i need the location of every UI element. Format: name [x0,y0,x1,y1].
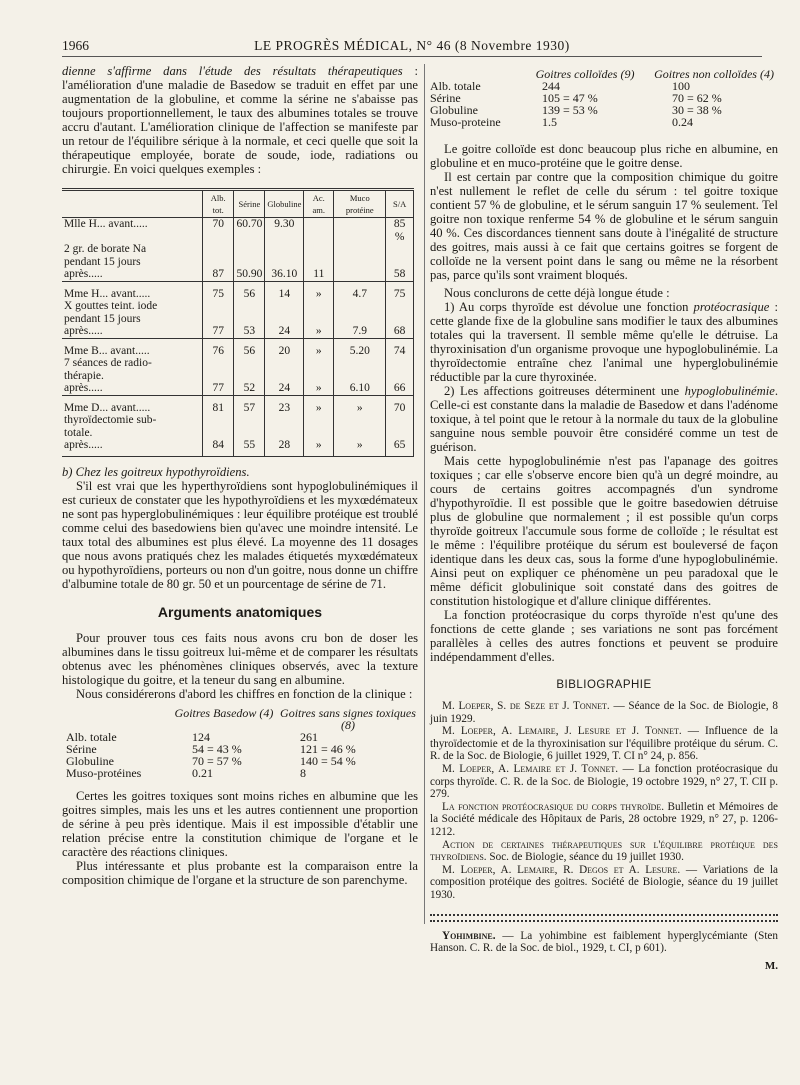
table-cell: » [304,345,334,358]
right-column [430,64,778,973]
table-cell [203,243,234,256]
row-label: Muso-proteine [430,115,501,129]
table-row [62,414,414,427]
hypoglobulinemia-paragraph: Mais cette hypoglobulinémie n'est pas l'apanage des goitres toxiques ; car elle s'observe encore bien qu'à un degré moindre, au cours de certains goitres accompagnés d'un syndrome d'hypothyroïdie. Il est possible que le goitre basedowien détruise plus de globuline que normalement ; il est possible qu'un corps thyroïde goitreux l'accumule sous forme de colloïde ; le résultat est le même : l'équilibre protéique du sérum est bouleversé de façon identique dans les deux cas, sous la forme d'une hypoglobulinémie. Ainsi peut on expliquer ce phénomène un peu paradoxal que le même déficit globulinique soit constaté dans des goitres de constitution histologique et d'allure clinique différentes. [430,454,778,608]
table-cell [334,313,386,326]
table-row [62,382,414,395]
table-row [62,268,414,281]
table-row [62,243,414,256]
table-cell: 100 [672,79,690,93]
table-header-row [66,707,418,731]
table-cell: 66 [386,382,414,395]
row-label: X gouttes teint. iode [62,300,203,313]
table-cell: 11 [304,268,334,281]
table-cell: 52 [234,382,265,395]
table-cell: 55 [234,439,265,452]
colloid-comparison-table [430,68,778,128]
table-cell [203,370,234,383]
col-header: Ac. am. [304,190,334,218]
table-cell [234,300,265,313]
table-cell: 81 [203,402,234,415]
table-header-row [430,68,778,80]
table-cell [386,313,414,326]
anatomy-paragraph: Pour prouver tous ces faits nous avons cru bon de doser les albumines dans le tissu goitreux lui-même et de comparer les résultats obtenus avec les phénomènes cliniques observés, avec la texture histologique du goitre, et la teneur du sang en albumine. [62,630,418,687]
table-row [62,402,414,415]
table-cell: » [334,439,386,452]
table-cell: 139 = 53 % [542,103,598,117]
table-cell: 6.10 [334,382,386,395]
table-cell [203,357,234,370]
table-row [62,325,414,338]
conclusion-1: 1) Au corps thyroïde est dévolue une fonction protéocrasique : cette glande fixe de la globuline sans modifier le taux des albumines totales qui la traversent. Il semble même qu'elle le détruise. La thyroxinisation d'un organisme provoque une hypoglobulinémie. La thyroïdectomie entraîne chez l'animal une hyperglobulinémie réductible par la cure thyroxinée. [430,300,778,384]
table-cell [304,218,334,244]
row-label: pendant 15 jours [62,256,203,269]
page-number: 1966 [62,38,89,53]
table-cell [265,414,304,427]
toxic-goitre-paragraph: Certes les goitres toxiques sont moins riches en albumine que les goitres simples, mais les uns et les autres contiennent une proportion de sérine à peu près identique. Mais il est impossible d'établir une relation précise entre la constitution chimique de l'organe et le caractère des réactions cliniques. [62,788,418,859]
table-cell: 70 [386,402,414,415]
serum-paragraph: Il est certain par contre que la composition chimique du goitre n'est nullement le reflet de celle du sérum : tel goitre toxique contient 57 % de globuline, et le sérum sanguin 17 % seulement. Tel goitre non toxique renferme 54 % de globuline et le sérum sanguin 40 %. Ces discordances tiennent sans doute à l'inégalité de structure des goitres, mais aussi à ce fait que certains goitres se forgent de colloïde ne la versent point dans le sang ou même ne la résorbent pas, parce qu'ils sont vraiment bloqués. [430,170,778,282]
table-cell [334,256,386,269]
table-cell: » [304,439,334,452]
row-label: totale. [62,427,203,440]
conclusion-intro: Nous conclurons de cette déjà longue étude : [444,286,670,300]
table-cell [234,256,265,269]
col-header: Alb. tot. [203,190,234,218]
row-label: Sérine [430,91,461,105]
table-cell [304,313,334,326]
table-cell [334,300,386,313]
table-cell: 77 [203,382,234,395]
col-header: Goitres sans signes toxiques (8) [280,705,416,732]
table-cell [203,300,234,313]
col-header: Goitres non colloïdes (4) [654,67,774,81]
table-cell: 4.7 [334,288,386,301]
row-label: Globuline [430,103,478,117]
table-cell: 53 [234,325,265,338]
table-cell [386,256,414,269]
table-row [62,427,414,440]
table-cell [386,300,414,313]
bibliography-entry: La fonction protéocrasique du corps thyroïde. Bulletin et Mémoires de la Société médicale des Hôpitaux de Paris, 28 octobre 1929, n° 27, p. 1206-1212. [430,800,778,838]
table-cell [334,357,386,370]
table-cell: 50.90 [234,268,265,281]
table-cell: 70 [203,218,234,244]
table-cell: 76 [203,345,234,358]
row-label: 2 gr. de borate Na [62,243,203,256]
table-cell [304,256,334,269]
table-row [66,755,418,767]
table-cell [334,370,386,383]
bibliography-entry: Action de certaines thérapeutiques sur l'équilibre protéique des thyroïdiens. Soc. de Biologie, séance du 19 juillet 1930. [430,838,778,864]
table-cell [234,414,265,427]
table-row [66,767,418,779]
table-row [66,743,418,755]
bibliography-title: BIBLIOGRAPHIE [556,679,652,691]
table-cell: 24 [265,325,304,338]
colloid-paragraph: Le goitre colloïde est donc beaucoup plus riche en albumine, en globuline et en muco-protéine que le goitre dense. [430,142,778,170]
col-header: Muco protéine [334,190,386,218]
table-cell [234,243,265,256]
left-column [62,64,418,887]
table-cell [203,414,234,427]
table-cell: 105 = 47 % [542,91,598,105]
table-cell: 70 = 62 % [672,91,722,105]
table-cell: 244 [542,79,560,93]
table-cell [203,256,234,269]
table-cell [234,357,265,370]
table-row [66,731,418,743]
bibliography-entry: M. Loeper, S. de Seze et J. Tonnet. — Séance de la Soc. de Biologie, 8 juin 1929. [430,700,779,725]
row-label: Mme H... avant..... [62,288,203,301]
table-cell: 8 [300,765,306,780]
row-label: Mme B... avant..... [62,345,203,358]
table-cell [386,370,414,383]
row-label: thérapie. [62,370,203,383]
table-cell [265,357,304,370]
table-row [62,357,414,370]
table-row [62,300,414,313]
table-cell: 65 [386,439,414,452]
table-cell [334,414,386,427]
basedow-comparison-table [66,707,418,779]
table-cell: 57 [234,402,265,415]
table-cell [386,414,414,427]
table-cell [265,313,304,326]
table-cell: 68 [386,325,414,338]
table-row [62,256,414,269]
comparison-paragraph: Plus intéressante et plus probante est la comparaison entre la composition chimique de l'organe et la structure de son parenchyme. [62,858,418,887]
table-cell: 56 [234,345,265,358]
table-row [62,313,414,326]
table-row [62,288,414,301]
row-label: après..... [62,325,203,338]
table-cell: » [304,382,334,395]
row-label: Mme D... avant..... [62,402,203,415]
table-cell [234,313,265,326]
table-cell: 54 = 43 % [192,741,242,756]
row-label: Sérine [66,741,97,756]
table-header-blank [62,190,203,218]
row-label: Alb. totale [66,729,117,744]
row-label: Mlle H... avant..... [62,218,203,244]
table-cell: 261 [300,729,318,744]
table-cell [334,427,386,440]
table-cell [386,243,414,256]
dotted-separator [430,914,778,922]
subsection-b-heading: b) Chez les goitreux hypothyroïdiens. [62,464,250,479]
table-cell [265,427,304,440]
table-cell [334,218,386,244]
table-cell: 60.70 [234,218,265,244]
table-cell: 7.9 [334,325,386,338]
col-header: S/A [386,190,414,218]
table-cell: » [334,402,386,415]
table-cell [304,357,334,370]
table-cell: 1.5 [542,115,557,129]
author-signature: M. [764,959,778,972]
table-cell [334,243,386,256]
table-cell: 5.20 [334,345,386,358]
row-label: Alb. totale [430,79,481,93]
patient-results-table [62,188,414,457]
table-cell: 121 = 46 % [300,741,356,756]
row-label: après..... [62,382,203,395]
clinical-intro-paragraph: Nous considérerons d'abord les chiffres en fonction de la clinique : [76,686,413,701]
yohimbine-note: Yohimbine. — La yohimbine est faiblement hyperglycémiante (Sten Hanson. C. R. de la Soc. de biol., 1929, t. CI, p 601). [430,929,778,955]
row-label: après..... [62,439,203,452]
table-row [62,370,414,383]
table-cell: 14 [265,288,304,301]
table-cell: 0.24 [672,115,693,129]
bibliography-entry: M. Loeper, A. Lemaire, J. Lesure et J. Tonnet. — Influence de la thyroïdectomie et de la thyroxinisation sur l'équilibre protéique du sérum. C. R. de la Soc. de Biologie, 6 juillet 1929, T. CI n° 24, p. 856. [430,725,778,763]
table-cell: 140 = 54 % [300,753,356,768]
journal-title: LE PROGRÈS MÉDICAL, N° 46 (8 Novembre 1930) [254,38,570,53]
intro-paragraph: dienne s'affirme dans l'étude des résultats thérapeutiques : l'amélioration d'une maladie de Basedow se traduit en effet par une augmentation de la globuline, et comme la sérine ne s'abaisse pas toujours proportionnellement, le taux des albumines totales se trouve accru d'autant. L'amélioration clinique de l'affection se manifeste par un retour de l'équilibre sérique à la normale, et ceci quelle que soit la thérapeutique employée, borate de soude, iode, radiations ou chirurgie. En voici quelques exemples : [62,64,418,176]
page-header [62,34,762,57]
bibliography-entry: M. Loeper, A. Lemaire et J. Tonnet. — La fonction protéocrasique du corps thyroïde. C. R. de la Soc. de Biologie, 19 octobre 1929, n° 27, T. CII p. 279. [430,762,778,801]
table-cell: 124 [192,729,210,744]
table-cell: 75 [386,288,414,301]
row-label: Muso-protéines [66,765,142,780]
table-cell: 85 % [386,218,414,244]
function-paragraph: La fonction protéocrasique du corps thyroïde n'est qu'une des fonctions de cette glande ; ses variations ne sont pas forcément parallèles à celles des autres fonctions et peuvent se produire indépendamment d'elles. [430,608,778,664]
bibliography-entry: M. Loeper, A. Lemaire, R. Degos et A. Lesure. — Variations de la composition protéique des goitres. Société de Biologie, séance du 19 juillet 1930. [430,863,778,901]
table-cell: 74 [386,345,414,358]
table-row [430,92,778,104]
table-cell [304,427,334,440]
col-header: Goitres Basedow (4) [174,705,274,720]
table-cell [334,268,386,281]
table-row [62,439,414,452]
table-cell: 24 [265,382,304,395]
row-label: pendant 15 jours [62,313,203,326]
table-cell [265,370,304,383]
table-cell: » [304,288,334,301]
table-cell: 0.21 [192,765,213,780]
table-cell: 87 [203,268,234,281]
col-header: Globuline [265,190,304,218]
table-cell: 20 [265,345,304,358]
table-header-row [62,190,414,218]
table-cell: 56 [234,288,265,301]
table-cell [304,243,334,256]
table-row [430,116,778,128]
table-cell: 28 [265,439,304,452]
table-cell: 23 [265,402,304,415]
table-cell [386,427,414,440]
table-cell [304,300,334,313]
table-cell: 75 [203,288,234,301]
table-cell: 77 [203,325,234,338]
section-title: Arguments anatomiques [157,603,323,620]
table-cell: 36.10 [265,268,304,281]
table-cell: » [304,402,334,415]
table-cell [234,427,265,440]
row-label: thyroïdectomie sub- [62,414,203,427]
table-cell: » [304,325,334,338]
table-cell [386,357,414,370]
hypothyroid-paragraph: S'il est vrai que les hyperthyroïdiens sont hypoglobulinémiques il est curieux de constater que les hypothyroïdiens et les myxœdémateux ne sont pas hyperglobulinémiques : leur équilibre protéique est troublé comme celui des basedowiens bien qu'avec une moindre intensité. Le taux total des albumines est plus élevé. La moyenne des 11 dosages que nous avons pratiqués chez les malades étiquetés myxœdémateux ou hypothyroïdiens, porteurs ou non d'un goitre, nous donne un chiffre d'albumine totale de 80 gr. 50 et un pourcentage de sérine de 71. [62,478,419,591]
table-cell: 30 = 38 % [672,103,722,117]
table-cell [304,370,334,383]
table-cell [265,256,304,269]
table-cell: 58 [386,268,414,281]
table-row [62,345,414,358]
table-cell: 70 = 57 % [192,753,242,768]
col-header: Sérine [234,190,265,218]
table-row [430,80,778,92]
bibliography-list [430,700,778,902]
table-cell [304,414,334,427]
col-header: Goitres colloïdes (9) [535,67,635,81]
table-cell: 84 [203,439,234,452]
conclusion-2: 2) Les affections goitreuses déterminent une hypoglobulinémie. Celle-ci est constante dans la maladie de Basedow et dans l'adénome toxique, à tel point que le retour à la normale du taux de la globuline sanguine nous semble pouvoir être considéré comme un test de guérison. [430,384,778,454]
table-cell: 9.30 [265,218,304,244]
row-label: Globuline [66,753,114,768]
table-row [62,218,414,244]
column-divider [424,64,425,924]
table-cell [234,370,265,383]
table-cell [203,427,234,440]
table-cell [265,243,304,256]
table-cell [265,300,304,313]
row-label: après..... [62,268,203,281]
row-label: 7 séances de radio- [62,357,203,370]
table-cell [203,313,234,326]
